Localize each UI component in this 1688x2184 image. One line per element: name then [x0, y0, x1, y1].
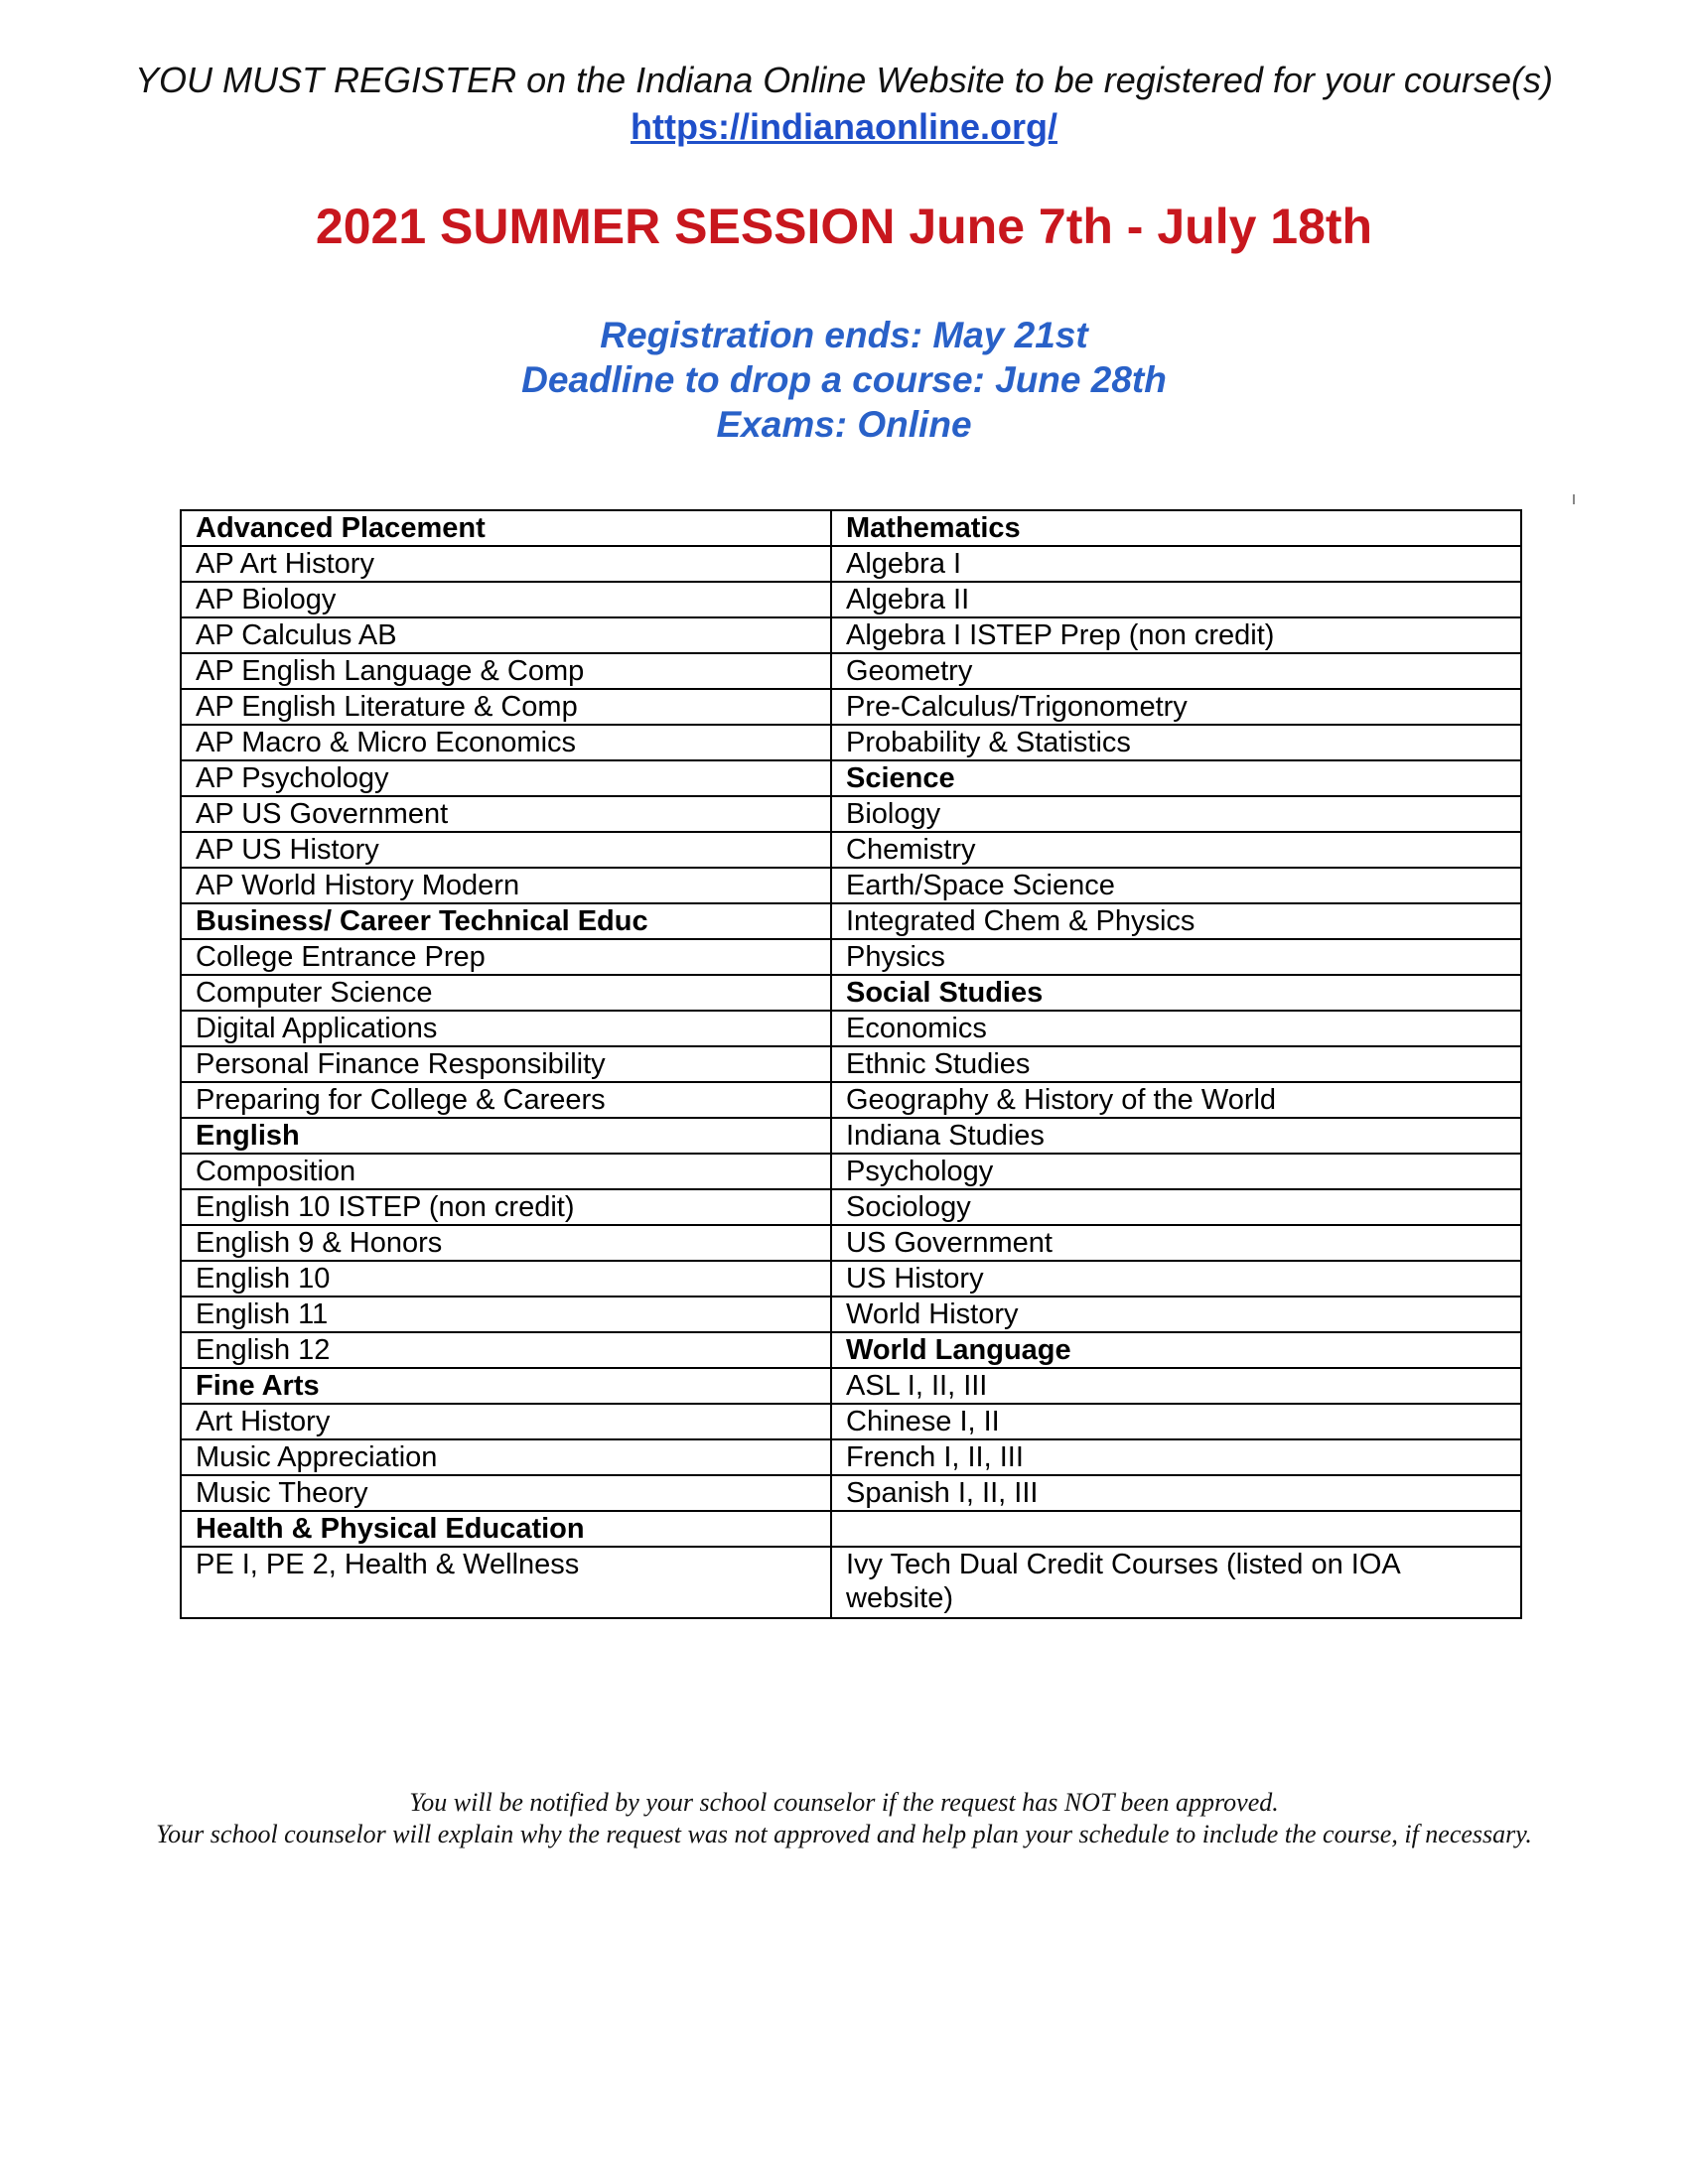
key-dates — [0, 313, 1688, 447]
table-row — [181, 1154, 1521, 1189]
table-row — [181, 546, 1521, 582]
course-cell: AP Psychology — [181, 760, 831, 796]
course-cell: Art History — [181, 1404, 831, 1439]
course-cell: English 9 & Honors — [181, 1225, 831, 1261]
table-row — [181, 689, 1521, 725]
course-cell: Integrated Chem & Physics — [831, 903, 1521, 939]
course-cell: Psychology — [831, 1154, 1521, 1189]
course-cell: AP English Literature & Comp — [181, 689, 831, 725]
category-heading: Health & Physical Education — [181, 1511, 831, 1547]
course-cell: Spanish I, II, III — [831, 1475, 1521, 1511]
counselor-note-line-1: You will be notified by your school counselor if the request has NOT been approved. — [409, 1788, 1279, 1817]
course-cell: Algebra I ISTEP Prep (non credit) — [831, 617, 1521, 653]
course-cell: Preparing for College & Careers — [181, 1082, 831, 1118]
table-row — [181, 1046, 1521, 1082]
course-table — [180, 509, 1522, 1619]
table-row — [181, 1332, 1521, 1368]
table-row — [181, 1011, 1521, 1046]
registration-ends: Registration ends: May 21st — [600, 315, 1088, 355]
course-cell: Algebra I — [831, 546, 1521, 582]
exams-info: Exams: Online — [716, 404, 972, 445]
table-row — [181, 1475, 1521, 1511]
table-row — [181, 1297, 1521, 1332]
table-row — [181, 725, 1521, 760]
course-cell: Biology — [831, 796, 1521, 832]
category-heading: Advanced Placement — [181, 510, 831, 546]
course-cell: Pre-Calculus/Trigonometry — [831, 689, 1521, 725]
course-cell: French I, II, III — [831, 1439, 1521, 1475]
session-title: 2021 SUMMER SESSION June 7th - July 18th — [315, 199, 1373, 254]
course-cell: AP Art History — [181, 546, 831, 582]
table-row — [181, 832, 1521, 868]
course-cell: Computer Science — [181, 975, 831, 1011]
table-row — [181, 903, 1521, 939]
table-row — [181, 1189, 1521, 1225]
course-cell: Sociology — [831, 1189, 1521, 1225]
course-cell: AP World History Modern — [181, 868, 831, 903]
course-cell: AP Biology — [181, 582, 831, 617]
table-row — [181, 1261, 1521, 1297]
course-cell: Economics — [831, 1011, 1521, 1046]
table-row — [181, 1368, 1521, 1404]
course-cell: Chinese I, II — [831, 1404, 1521, 1439]
course-cell: Indiana Studies — [831, 1118, 1521, 1154]
course-cell: Probability & Statistics — [831, 725, 1521, 760]
table-row — [181, 760, 1521, 796]
course-cell: Music Appreciation — [181, 1439, 831, 1475]
table-row — [181, 1439, 1521, 1475]
margin-mark — [1573, 494, 1575, 504]
course-cell — [831, 1511, 1521, 1547]
category-heading: World Language — [831, 1332, 1521, 1368]
course-cell: Algebra II — [831, 582, 1521, 617]
course-cell: Ivy Tech Dual Credit Courses (listed on IOA website) — [831, 1547, 1521, 1618]
category-heading: Science — [831, 760, 1521, 796]
table-row — [181, 1547, 1521, 1618]
table-row — [181, 510, 1521, 546]
course-cell: Geometry — [831, 653, 1521, 689]
course-cell: English 10 ISTEP (non credit) — [181, 1189, 831, 1225]
table-row — [181, 1118, 1521, 1154]
indiana-online-link[interactable]: https://indianaonline.org/ — [631, 106, 1057, 147]
category-heading: Mathematics — [831, 510, 1521, 546]
course-cell: Composition — [181, 1154, 831, 1189]
category-heading: English — [181, 1118, 831, 1154]
counselor-note-line-2: Your school counselor will explain why the request was not approved and help plan your schedule to include the course, if necessary. — [156, 1820, 1532, 1848]
course-cell: US Government — [831, 1225, 1521, 1261]
course-cell: Ethnic Studies — [831, 1046, 1521, 1082]
course-cell: English 10 — [181, 1261, 831, 1297]
category-heading: Fine Arts — [181, 1368, 831, 1404]
table-row — [181, 1225, 1521, 1261]
course-cell: AP Macro & Micro Economics — [181, 725, 831, 760]
table-row — [181, 796, 1521, 832]
registration-notice: YOU MUST REGISTER on the Indiana Online Website to be registered for your course(s) — [135, 60, 1553, 100]
table-row — [181, 653, 1521, 689]
category-heading: Business/ Career Technical Educ — [181, 903, 831, 939]
course-cell: US History — [831, 1261, 1521, 1297]
course-cell: College Entrance Prep — [181, 939, 831, 975]
course-cell: AP English Language & Comp — [181, 653, 831, 689]
drop-deadline: Deadline to drop a course: June 28th — [521, 359, 1167, 400]
course-cell: AP US History — [181, 832, 831, 868]
course-cell: AP Calculus AB — [181, 617, 831, 653]
table-row — [181, 939, 1521, 975]
table-row — [181, 868, 1521, 903]
table-row — [181, 582, 1521, 617]
course-cell: PE I, PE 2, Health & Wellness — [181, 1547, 831, 1618]
course-cell: World History — [831, 1297, 1521, 1332]
course-cell: Chemistry — [831, 832, 1521, 868]
table-row — [181, 1404, 1521, 1439]
category-heading: Social Studies — [831, 975, 1521, 1011]
course-cell: Personal Finance Responsibility — [181, 1046, 831, 1082]
course-cell: English 11 — [181, 1297, 831, 1332]
course-cell: English 12 — [181, 1332, 831, 1368]
course-cell: ASL I, II, III — [831, 1368, 1521, 1404]
table-row — [181, 617, 1521, 653]
course-cell: Geography & History of the World — [831, 1082, 1521, 1118]
course-cell: Physics — [831, 939, 1521, 975]
course-cell: Earth/Space Science — [831, 868, 1521, 903]
table-row — [181, 1082, 1521, 1118]
table-row — [181, 975, 1521, 1011]
course-cell: Music Theory — [181, 1475, 831, 1511]
counselor-note — [0, 1787, 1688, 1850]
course-cell: AP US Government — [181, 796, 831, 832]
table-row — [181, 1511, 1521, 1547]
course-cell: Digital Applications — [181, 1011, 831, 1046]
